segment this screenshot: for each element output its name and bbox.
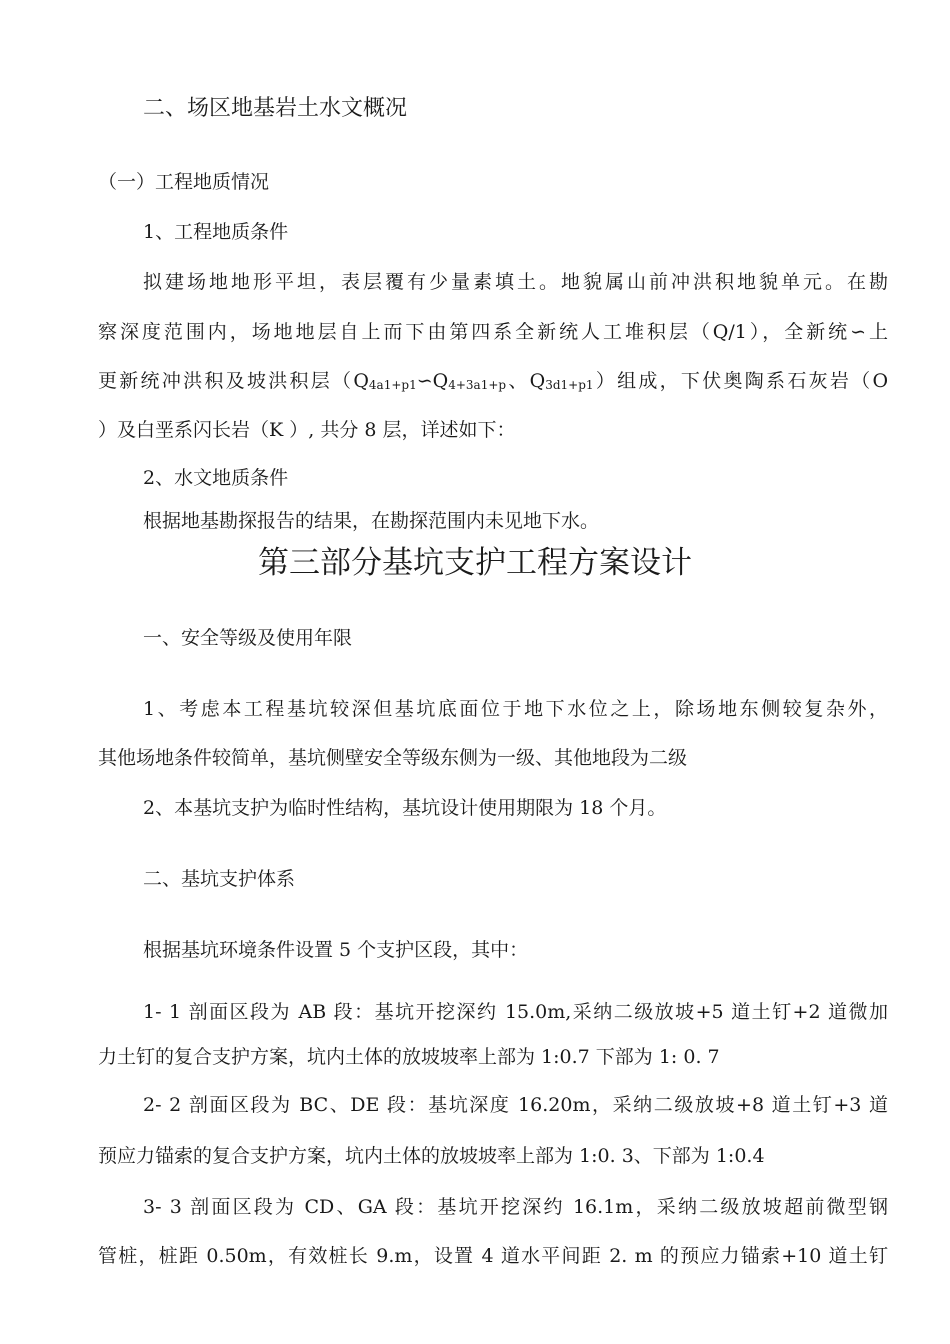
paragraph-line: 预应力锚索的复合支护方案，坑内土体的放坡坡率上部为 1:0. 3、下部为 1:0.4	[98, 1145, 765, 1167]
paragraph-line: 察深度范围内，场地地层自上而下由第四系全新统人工堆积层（Q/1），全新统∽上	[98, 321, 888, 343]
item-heading-hydrogeology: 2、水文地质条件	[143, 467, 289, 489]
text-run: ∽Q	[416, 370, 449, 392]
section-heading-safety-level: 一、安全等级及使用年限	[143, 627, 353, 649]
subscript: 3d1+p1	[545, 378, 594, 392]
paragraph-line-with-subscripts	[98, 369, 888, 397]
text-run: ）组成，下伏奥陶系石灰岩（O	[593, 370, 889, 392]
paragraph-line: 根据基坑环境条件设置 5 个支护区段，其中：	[143, 939, 529, 961]
paragraph-line: 管桩，桩距 0.50m，有效桩长 9.m，设置 4 道水平间距 2. m 的预应力锚索+10 道土钉	[98, 1245, 888, 1267]
text-run: 、Q	[506, 370, 546, 392]
text-run: 更新统冲洪积及坡洪积层（Q	[98, 370, 369, 392]
paragraph-line: 3- 3 剖面区段为 CD、GA 段：基坑开挖深约 16.1m，采纳二级放坡超前微型钢	[143, 1196, 888, 1218]
part-title: 第三部分基坑支护工程方案设计	[258, 545, 692, 581]
subscript: 4+3a1+p	[448, 378, 507, 392]
paragraph-line: 拟建场地地形平坦，表层覆有少量素填土。地貌属山前冲洪积地貌单元。在勘	[143, 271, 888, 293]
paragraph-line: 2、本基坑支护为临时性结构，基坑设计使用期限为 18 个月。	[143, 797, 667, 819]
paragraph-line: 2- 2 剖面区段为 BC、DE 段：基坑深度 16.20m，采纳二级放坡+8 道土钉+3 道	[143, 1094, 888, 1116]
item-heading-geological-conditions: 1、工程地质条件	[143, 221, 289, 243]
paragraph-line: 力土钉的复合支护方案，坑内土体的放坡坡率上部为 1:0.7 下部为 1: 0. 7	[98, 1046, 720, 1068]
paragraph-line: ）及白垩系闪长岩（K ）, 共分 8 层，详述如下：	[98, 419, 516, 441]
subsection-heading-engineering-geology: （一）工程地质情况	[98, 171, 270, 193]
subscript: 4a1+p1	[368, 378, 417, 392]
paragraph-line: 根据地基勘探报告的结果，在勘探范围内未见地下水。	[143, 510, 600, 532]
paragraph-line: 1- 1 剖面区段为 AB 段：基坑开挖深约 15.0m,采纳二级放坡+5 道土钉+2 道微加	[143, 1001, 888, 1023]
section-heading-site-geology: 二、场区地基岩土水文概况	[143, 96, 408, 121]
paragraph-line: 其他场地条件较简单，基坑侧壁安全等级东侧为一级、其他地段为二级	[98, 747, 688, 769]
paragraph-line: 1、考虑本工程基坑较深但基坑底面位于地下水位之上，除场地东侧较复杂外，	[143, 698, 888, 720]
section-heading-support-system: 二、基坑支护体系	[143, 868, 296, 890]
